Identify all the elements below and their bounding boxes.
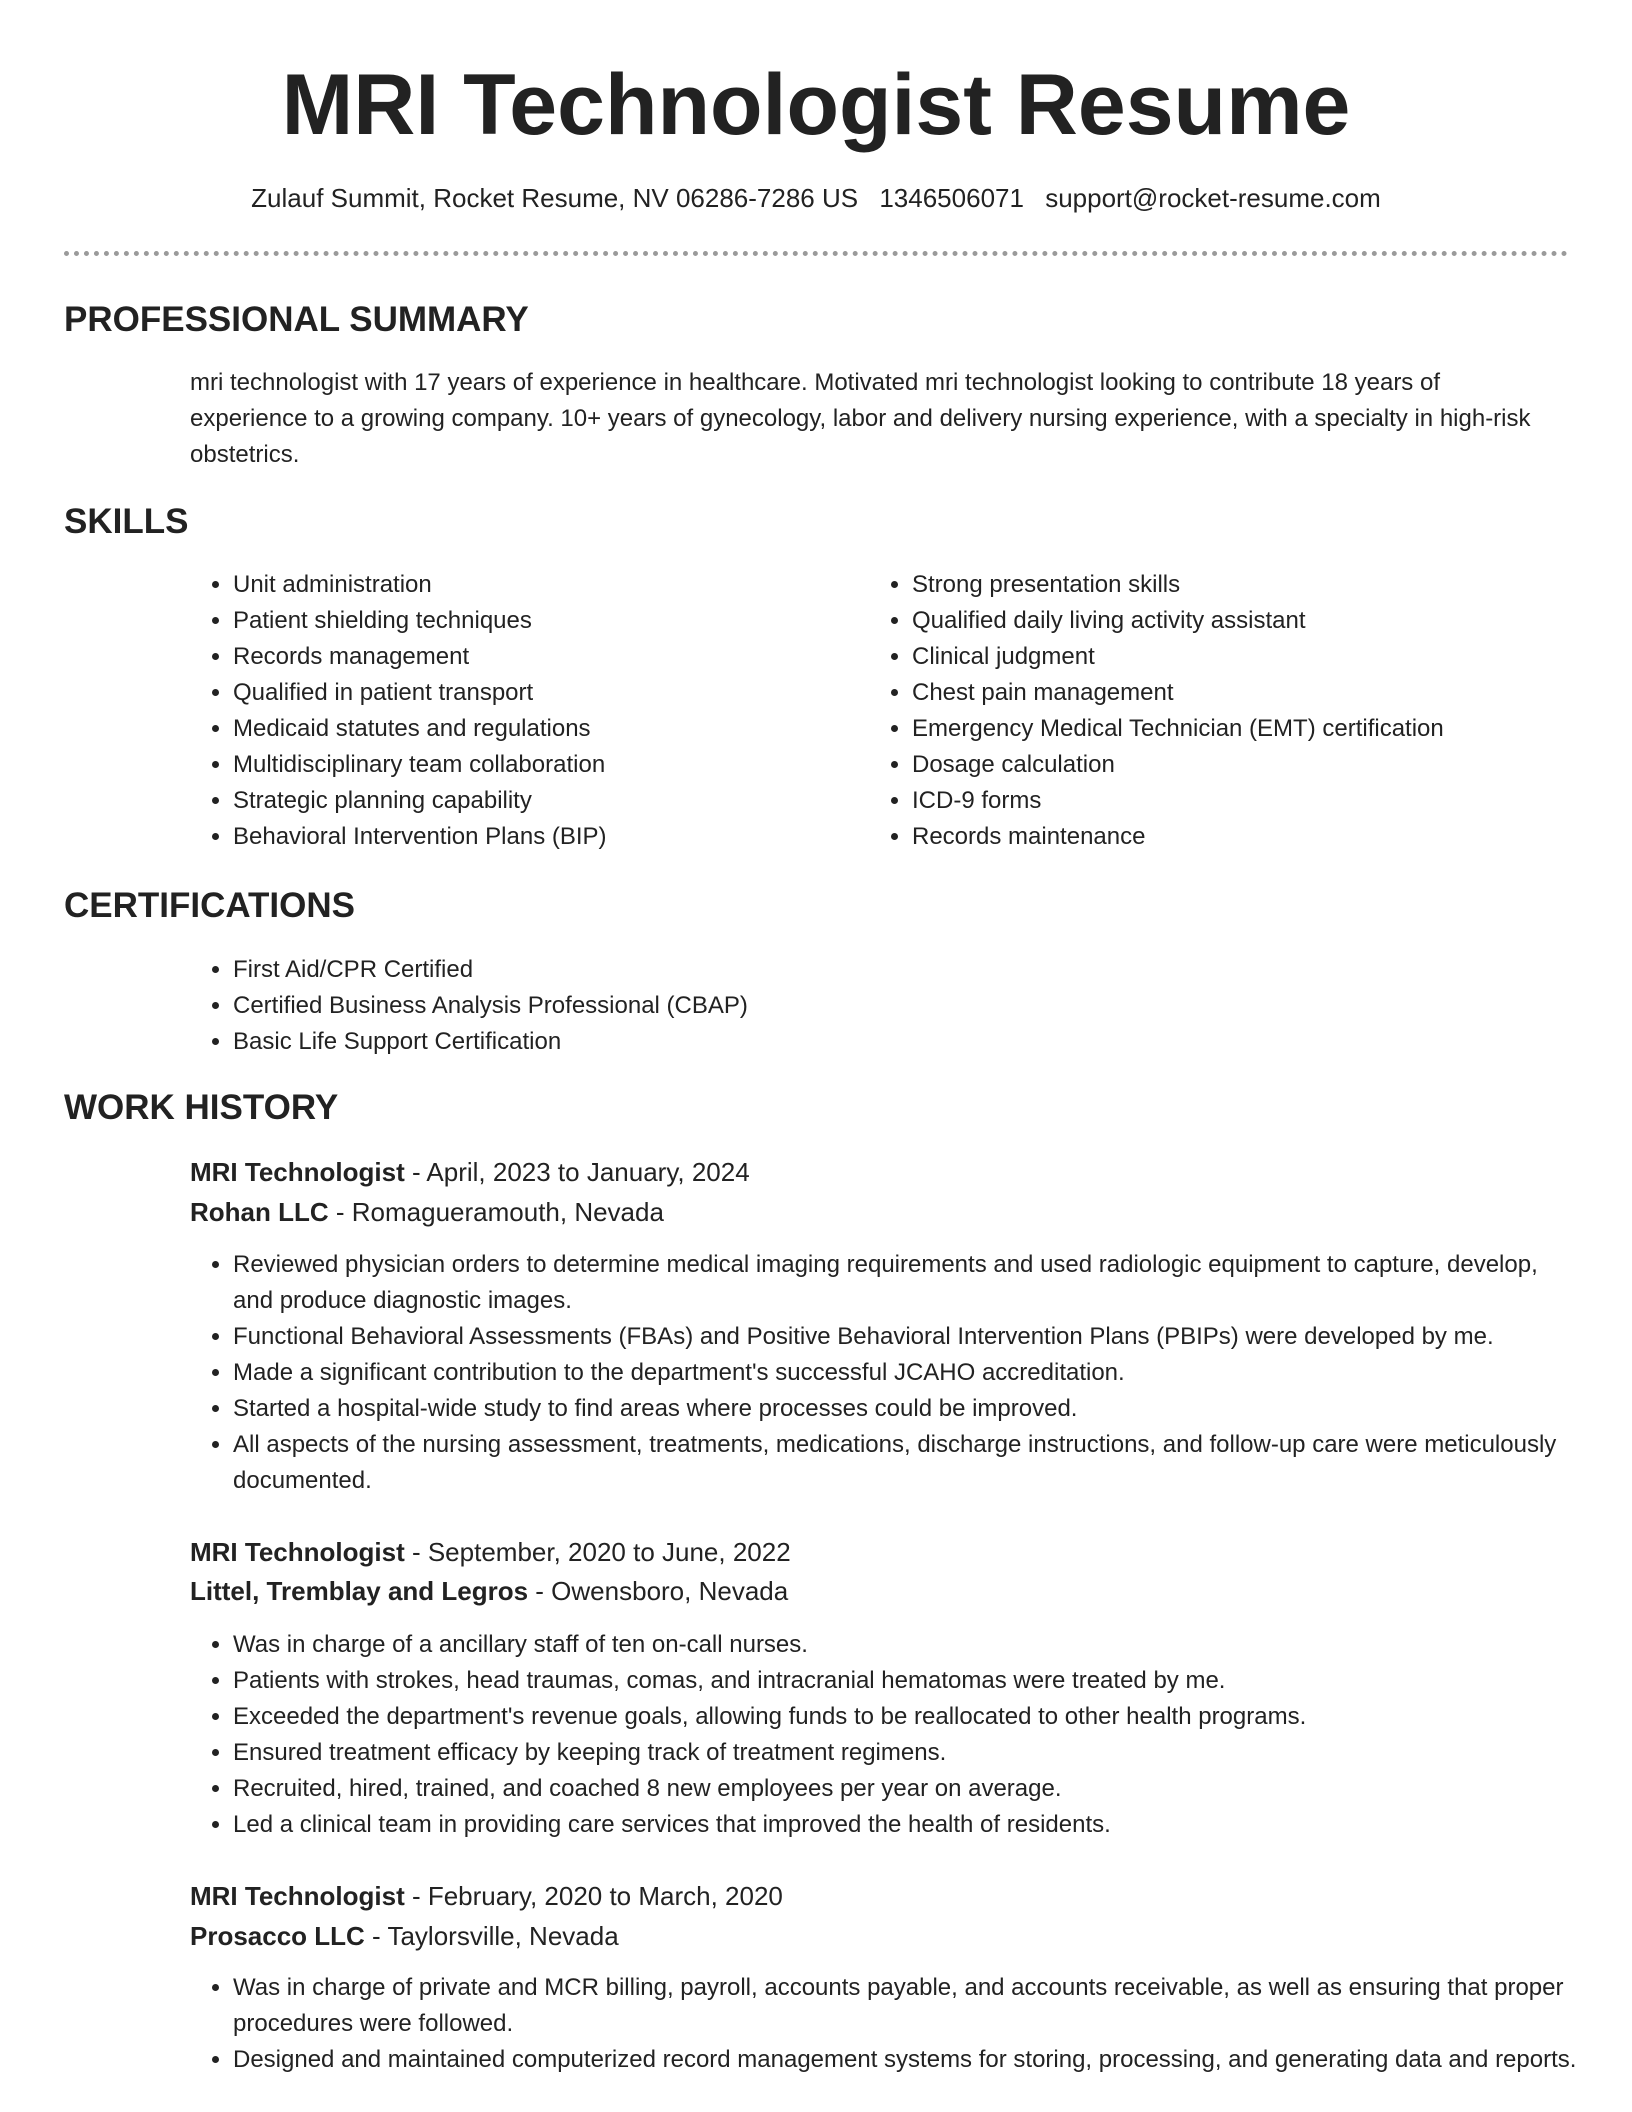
job-bullets: [190, 1627, 1583, 1843]
skill-item: • Dosage calculation: [912, 747, 1592, 783]
job-bullet: • All aspects of the nursing assessment, treatments, medications, discharge instructions, and follow-up care were meticulously documented.: [233, 1427, 1583, 1499]
job-location: - Taylorsville, Nevada: [364, 1921, 619, 1951]
job-dates: - September, 2020 to June, 2022: [404, 1537, 791, 1567]
skills-heading: SKILLS: [64, 502, 189, 541]
job-bullet: • Exceeded the department's revenue goals, allowing funds to be reallocated to other health programs.: [233, 1699, 1583, 1735]
job-bullet: • Ensured treatment efficacy by keeping track of treatment regimens.: [233, 1735, 1583, 1771]
skill-item: • Medicaid statutes and regulations: [233, 711, 853, 747]
job-bullets: [190, 1247, 1583, 1499]
skill-item: • ICD-9 forms: [912, 783, 1592, 819]
job-company: Littel, Tremblay and Legros: [190, 1576, 529, 1606]
job-company: Rohan LLC: [190, 1197, 329, 1227]
skill-item: • Patient shielding techniques: [233, 603, 853, 639]
skill-item: • Unit administration: [233, 567, 853, 603]
certification-item: • First Aid/CPR Certified: [233, 952, 1583, 988]
skill-item: • Records management: [233, 639, 853, 675]
job-bullet: • Was in charge of private and MCR billing, payroll, accounts payable, and accounts receivable, as well as ensuring that proper procedures were followed.: [233, 1970, 1583, 2042]
job-bullet: • Reviewed physician orders to determine medical imaging requirements and used radiologic equipment to capture, develop, and produce diagnostic images.: [233, 1247, 1583, 1319]
certification-item: • Basic Life Support Certification: [233, 1024, 1583, 1060]
summary-text: mri technologist with 17 years of experience in healthcare. Motivated mri technologist looking to contribute 18 years of experience to a growing company. 10+ years of gynecology, labor and delivery nursing experience, with a specialty in high-risk obstetrics.: [190, 369, 1531, 468]
job-title: MRI Technologist: [190, 1157, 405, 1187]
skills-list-left: [190, 567, 853, 855]
skill-item: • Qualified daily living activity assistant: [912, 603, 1592, 639]
skill-item: • Clinical judgment: [912, 639, 1592, 675]
contact-email: support@rocket-resume.com: [1045, 183, 1381, 213]
skill-item: • Multidisciplinary team collaboration: [233, 747, 853, 783]
certifications-heading: CERTIFICATIONS: [64, 886, 356, 925]
job-bullets: [190, 1970, 1583, 2078]
contact-address: Zulauf Summit, Rocket Resume, NV 06286-7286 US: [251, 183, 859, 213]
skill-item: • Behavioral Intervention Plans (BIP): [233, 819, 853, 855]
job-title-line: [190, 1154, 750, 1190]
job-company-line: [190, 1918, 619, 1954]
job-bullet: • Led a clinical team in providing care services that improved the health of residents.: [233, 1807, 1583, 1843]
contact-phone: 1346506071: [879, 183, 1024, 213]
skill-item: • Qualified in patient transport: [233, 675, 853, 711]
job-bullet: • Was in charge of a ancillary staff of ten on-call nurses.: [233, 1627, 1583, 1663]
job-bullet: • Functional Behavioral Assessments (FBAs) and Positive Behavioral Intervention Plans (PBIPs) were developed by me.: [233, 1319, 1583, 1355]
job-bullet: • Designed and maintained computerized record management systems for storing, processing, and generating data and reports.: [233, 2042, 1583, 2078]
certification-item: • Certified Business Analysis Professional (CBAP): [233, 988, 1583, 1024]
skill-item: • Strong presentation skills: [912, 567, 1592, 603]
summary-heading: PROFESSIONAL SUMMARY: [64, 300, 529, 339]
header-divider: [64, 251, 1568, 256]
certifications-list: [190, 952, 1583, 1060]
job-title: MRI Technologist: [190, 1881, 405, 1911]
job-company-line: [190, 1573, 788, 1609]
job-title: MRI Technologist: [190, 1537, 405, 1567]
skills-list-right: [869, 567, 1592, 855]
job-dates: - February, 2020 to March, 2020: [404, 1881, 783, 1911]
job-title-line: [190, 1878, 783, 1914]
job-location: - Romagueramouth, Nevada: [328, 1197, 664, 1227]
job-dates: - April, 2023 to January, 2024: [404, 1157, 750, 1187]
work-history-heading: WORK HISTORY: [64, 1088, 339, 1127]
skill-item: • Strategic planning capability: [233, 783, 853, 819]
job-bullet: • Patients with strokes, head traumas, comas, and intracranial hematomas were treated by me.: [233, 1663, 1583, 1699]
skill-item: • Chest pain management: [912, 675, 1592, 711]
skill-item: • Records maintenance: [912, 819, 1592, 855]
resume-title: MRI Technologist Resume: [281, 57, 1351, 153]
job-bullet: • Recruited, hired, trained, and coached 8 new employees per year on average.: [233, 1771, 1583, 1807]
job-company: Prosacco LLC: [190, 1921, 365, 1951]
job-company-line: [190, 1194, 664, 1230]
skill-item: • Emergency Medical Technician (EMT) certification: [912, 711, 1592, 747]
job-bullet: • Made a significant contribution to the department's successful JCAHO accreditation.: [233, 1355, 1583, 1391]
job-bullet: • Started a hospital-wide study to find areas where processes could be improved.: [233, 1391, 1583, 1427]
contact-line: [0, 180, 1632, 216]
job-title-line: [190, 1534, 791, 1570]
job-location: - Owensboro, Nevada: [528, 1576, 789, 1606]
